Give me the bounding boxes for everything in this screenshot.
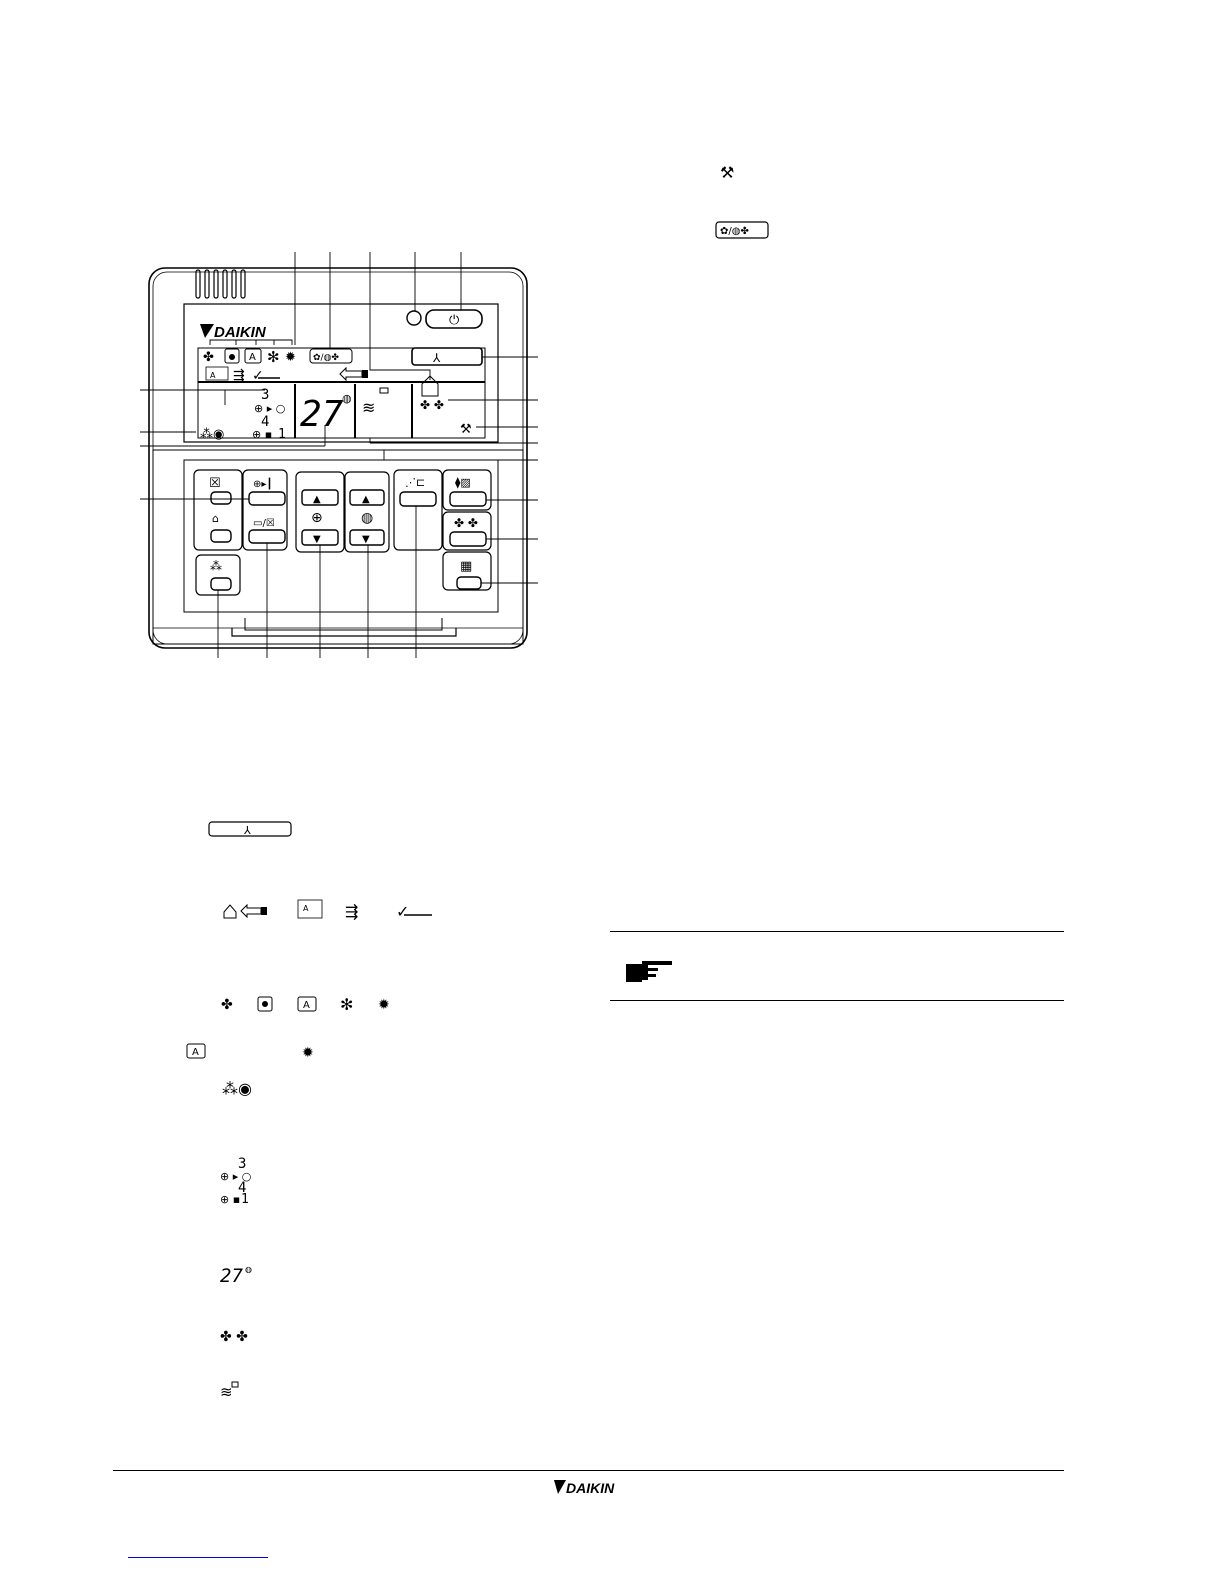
legend-airflow-direction-icon: ≋	[220, 1383, 233, 1401]
remote-controller-drawing	[100, 250, 560, 670]
legend-icons-right	[700, 150, 820, 250]
footer-logo	[554, 1478, 634, 1498]
svg-text:⋰⊏: ⋰⊏	[405, 476, 426, 489]
svg-text:A: A	[249, 352, 256, 363]
inspection-icon: ✓	[252, 368, 264, 384]
svg-text:✿/◍✤: ✿/◍✤	[313, 353, 339, 363]
filter-icon: ⚒	[460, 422, 472, 437]
svg-text:A: A	[303, 904, 309, 913]
temperature-display: 27	[300, 394, 344, 435]
legend-ventilation-icon	[224, 905, 267, 918]
timer-off-digit: 1	[278, 427, 286, 442]
timer-off-icon: ⊕ ▪	[252, 428, 273, 441]
power-icon: ⏻	[449, 313, 460, 328]
legend-auto-icon-inline	[187, 1044, 205, 1058]
footer-rule	[113, 1470, 1064, 1471]
heat-icon: ✹	[285, 350, 296, 365]
legend-air-cleaning-icon: ⁂◉	[222, 1079, 252, 1098]
svg-text:✿/◍✤: ✿/◍✤	[720, 226, 749, 237]
legend-standby-icon: ⇶	[345, 902, 359, 921]
auto-icon	[245, 349, 261, 363]
svg-text:✤ ✤: ✤ ✤	[454, 516, 478, 530]
airflow-direction-icon: ≋	[362, 398, 376, 417]
legend-cool-icon: ✻	[340, 995, 354, 1014]
legend-timer-off-digit: 1	[241, 1192, 249, 1207]
legend-timer-icon: ⊕ ▸ ○	[220, 1170, 252, 1183]
centralized-control-icon: ⅄	[433, 351, 441, 365]
legend-temperature-display: 27	[220, 1265, 243, 1287]
display-brand-text: DAIKIN	[214, 324, 266, 341]
svg-text:◍: ◍	[361, 510, 374, 526]
legend-timer-digit-start: 3	[238, 1156, 247, 1172]
svg-text:▼: ▼	[313, 534, 321, 545]
legend-timer-digit-stop: 4	[238, 1180, 247, 1196]
timer-start-digit: 3	[261, 387, 270, 403]
air-cleaning-icon: ⁂◉	[200, 427, 225, 442]
remote-controller-figure	[100, 250, 560, 670]
svg-text:⁂: ⁂	[210, 559, 222, 573]
svg-text:⧫▨: ⧫▨	[455, 476, 471, 489]
legend-centralized-control-icon	[209, 822, 291, 837]
timer-onoff-icon: ▭/☒	[253, 518, 275, 529]
timer-stop-digit: 4	[261, 414, 270, 430]
footer-link-underline[interactable]	[128, 1557, 268, 1558]
legend-defrost-icon	[298, 900, 322, 918]
legend-fan-icon: ✤	[221, 997, 233, 1013]
legend-inspection-icon: ✓	[396, 902, 410, 921]
legend-heat-icon-inline: ✹	[302, 1045, 314, 1061]
svg-text:▼: ▼	[362, 534, 370, 545]
svg-text:A: A	[192, 1047, 199, 1058]
svg-text:⅄: ⅄	[244, 824, 251, 837]
footer-brand-text: DAIKIN	[566, 1480, 615, 1496]
ventilation-button-icon: ⌂	[212, 512, 219, 525]
note-hand-icon	[624, 958, 674, 988]
daikin-logo-mark	[554, 1480, 566, 1494]
legend-fan-speed-icon: ✤ ✤	[220, 1329, 248, 1345]
standby-icon: ⇶	[233, 368, 245, 384]
defrost-icon	[206, 367, 228, 380]
svg-text:A: A	[210, 371, 216, 380]
timer-icon: ⊕ ▸ ○	[254, 402, 286, 415]
legend-heat-icon: ✹	[378, 997, 390, 1013]
legend-timer-off-icon: ⊕ ▪	[220, 1193, 241, 1206]
svg-text:▲: ▲	[362, 494, 370, 505]
legend-setpoint-icon: ◍	[245, 1265, 252, 1274]
inspection-button-icon: ☒	[209, 476, 221, 491]
svg-text:▦: ▦	[460, 559, 473, 574]
legend-auto-icon	[298, 997, 316, 1011]
fan-icon: ✤	[203, 350, 214, 365]
svg-text:A: A	[303, 1000, 310, 1011]
setpoint-icon: ◍	[342, 392, 352, 405]
svg-text:⊕: ⊕	[311, 510, 323, 526]
legend-filter-icon: ⚒	[720, 163, 735, 182]
ventilation-mode-icon	[310, 349, 352, 363]
fan-speed-icon: ✤ ✤	[420, 398, 444, 412]
svg-text:▲: ▲	[313, 494, 321, 505]
ventilation-icon	[340, 368, 368, 380]
legend-icons-left	[170, 810, 470, 1410]
daikin-logo-display	[200, 324, 267, 341]
note-box	[610, 931, 1064, 1001]
timer-mode-icon: ⊕▸┃	[253, 479, 273, 490]
cool-icon: ✻	[267, 348, 280, 366]
legend-ventilation-mode-icon	[716, 222, 768, 238]
legend-dry-icon	[258, 997, 272, 1011]
dry-icon	[225, 349, 239, 363]
